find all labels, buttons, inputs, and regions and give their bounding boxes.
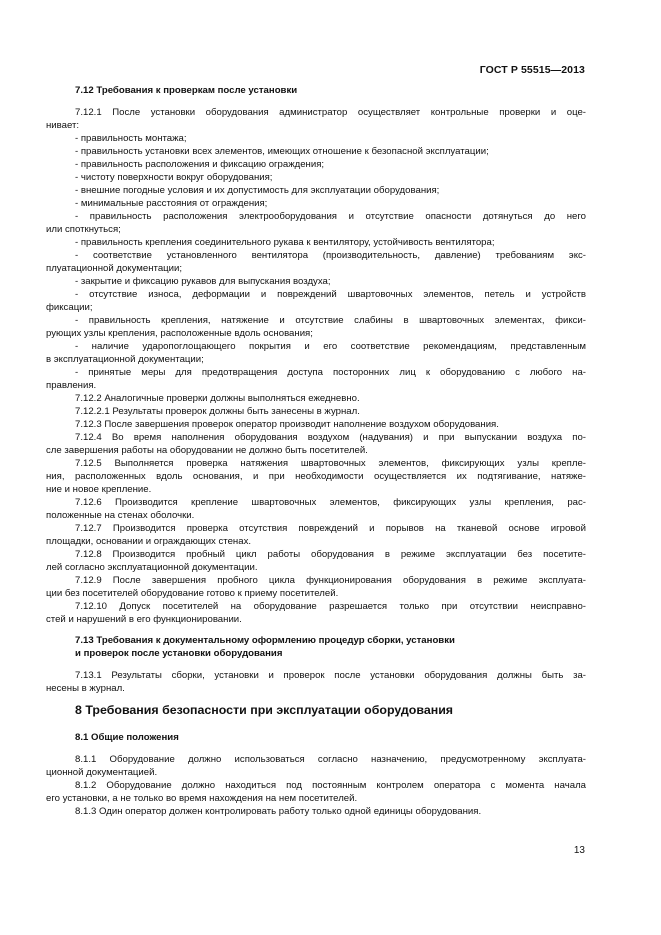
paragraph-line: 7.12.2 Аналогичные проверки должны выполняться ежедневно. bbox=[75, 393, 360, 404]
list-item-cont: плуатационной документации; bbox=[46, 263, 183, 274]
paragraph-line: ния, расположенных вдоль основания, и при необходимости осуществляется их подтягивание, натяже- bbox=[46, 471, 586, 482]
paragraph-line: 7.12.9 После завершения пробного цикла функционирования оборудования в режиме эксплуата- bbox=[75, 575, 586, 586]
paragraph-line: 7.12.7 Производится проверка отсутствия повреждений и порывов на тканевой основе игровой bbox=[75, 523, 586, 534]
section-heading-7-13-cont: и проверок после установки оборудования bbox=[75, 648, 283, 659]
section-heading-8-1: 8.1 Общие положения bbox=[75, 732, 179, 743]
paragraph-line: 7.12.1 После установки оборудования администратор осуществляет контрольные проверки и оце- bbox=[75, 107, 586, 118]
paragraph-line: нивает: bbox=[46, 120, 80, 131]
page-header: ГОСТ Р 55515—2013 bbox=[479, 64, 585, 76]
section-heading-7-13: 7.13 Требования к документальному оформлению процедур сборки, установки bbox=[75, 635, 455, 646]
list-item: - правильность монтажа; bbox=[75, 133, 187, 144]
list-item-cont: фиксации; bbox=[46, 302, 93, 313]
paragraph-line: ционной документацией. bbox=[46, 767, 158, 778]
paragraph-line: ции без посетителей оборудование готово к приему посетителей. bbox=[46, 588, 339, 599]
list-item-cont: в эксплуатационной документации; bbox=[46, 354, 204, 365]
list-item: - отсутствие износа, деформации и повреждений швартовочных элементов, петель и устройств bbox=[75, 289, 586, 300]
paragraph-line: 7.12.8 Производится пробный цикл работы оборудования в режиме эксплуатации без посетите- bbox=[75, 549, 586, 560]
section-heading-7-12: 7.12 Требования к проверкам после установки bbox=[75, 85, 298, 96]
list-item: - правильность расположения электрооборудования и отсутствие опасности дотянуться до него bbox=[75, 211, 586, 222]
paragraph-line: сле завершения работы на оборудовании не должно быть посетителей. bbox=[46, 445, 368, 456]
list-item: - наличие ударопоглощающего покрытия и его соответствие рекомендациям, представленным bbox=[75, 341, 586, 352]
paragraph-line: стей и нарушений в его функционировании. bbox=[46, 614, 242, 625]
list-item-cont: правления. bbox=[46, 380, 97, 391]
paragraph-line: 7.12.10 Допуск посетителей на оборудование разрешается только при отсутствии неисправно- bbox=[75, 601, 586, 612]
list-item: - правильность крепления, натяжение и отсутствие слабины в швартовочных элементах, фикси- bbox=[75, 315, 586, 326]
paragraph-line: 8.1.1 Оборудование должно использоваться согласно назначению, предусмотренному эксплуата- bbox=[75, 754, 586, 765]
list-item: - минимальные расстояния от ограждения; bbox=[75, 198, 268, 209]
list-item: - правильность крепления соединительного рукава к вентилятору, устойчивость вентилятора; bbox=[75, 237, 495, 248]
paragraph-line: 7.13.1 Результаты сборки, установки и проверок после установки оборудования должны быть за- bbox=[75, 670, 586, 681]
page-number: 13 bbox=[573, 845, 585, 856]
list-item: - чистоту поверхности вокруг оборудования; bbox=[75, 172, 273, 183]
paragraph-line: 8.1.3 Один оператор должен контролировать работу только одной единицы оборудования. bbox=[75, 806, 482, 817]
paragraph-line: 8.1.2 Оборудование должно находиться под постоянным контролем оператора с момента начала bbox=[75, 780, 586, 791]
paragraph-line: площадки, основании и ограждающих стенах. bbox=[46, 536, 252, 547]
paragraph-line: 7.12.2.1 Результаты проверок должны быть занесены в журнал. bbox=[75, 406, 360, 417]
paragraph-line: положенные на стенах оболочки. bbox=[46, 510, 195, 521]
paragraph-line: несены в журнал. bbox=[46, 683, 125, 694]
paragraph-line: лей согласно эксплуатационной документации. bbox=[46, 562, 258, 573]
list-item: - правильность расположения и фиксацию ограждения; bbox=[75, 159, 325, 170]
list-item: - внешние погодные условия и их допустимость для эксплуатации оборудования; bbox=[75, 185, 440, 196]
list-item: - принятые меры для предотвращения доступа посторонних лиц к оборудованию с любого на- bbox=[75, 367, 586, 378]
paragraph-line: 7.12.4 Во время наполнения оборудования воздухом (надувания) и при выпускании воздуха по- bbox=[75, 432, 586, 443]
list-item: - правильность установки всех элементов, имеющих отношение к безопасной эксплуатации; bbox=[75, 146, 489, 157]
paragraph-line: 7.12.6 Производится крепление швартовочных элементов, фиксирующих узлы крепления, рас- bbox=[75, 497, 586, 508]
list-item: - закрытие и фиксацию рукавов для выпускания воздуха; bbox=[75, 276, 331, 287]
paragraph-line: 7.12.5 Выполняется проверка натяжения швартовочных элементов, фиксирующих узлы крепле- bbox=[75, 458, 586, 469]
paragraph-line: его установки, а не только во время нахождения на нем посетителей. bbox=[46, 793, 358, 804]
list-item-cont: или споткнуться; bbox=[46, 224, 121, 235]
paragraph-line: 7.12.3 После завершения проверок оператор производит наполнение воздухом оборудования. bbox=[75, 419, 499, 430]
paragraph-line: ние и новое крепление. bbox=[46, 484, 152, 495]
list-item-cont: рующих узлы крепления, расположенные вдоль основания; bbox=[46, 328, 313, 339]
chapter-heading-8: 8 Требования безопасности при эксплуатации оборудования bbox=[75, 703, 454, 717]
list-item: - соответствие установленного вентилятора (производительность, давление) требованиям экс- bbox=[75, 250, 586, 261]
